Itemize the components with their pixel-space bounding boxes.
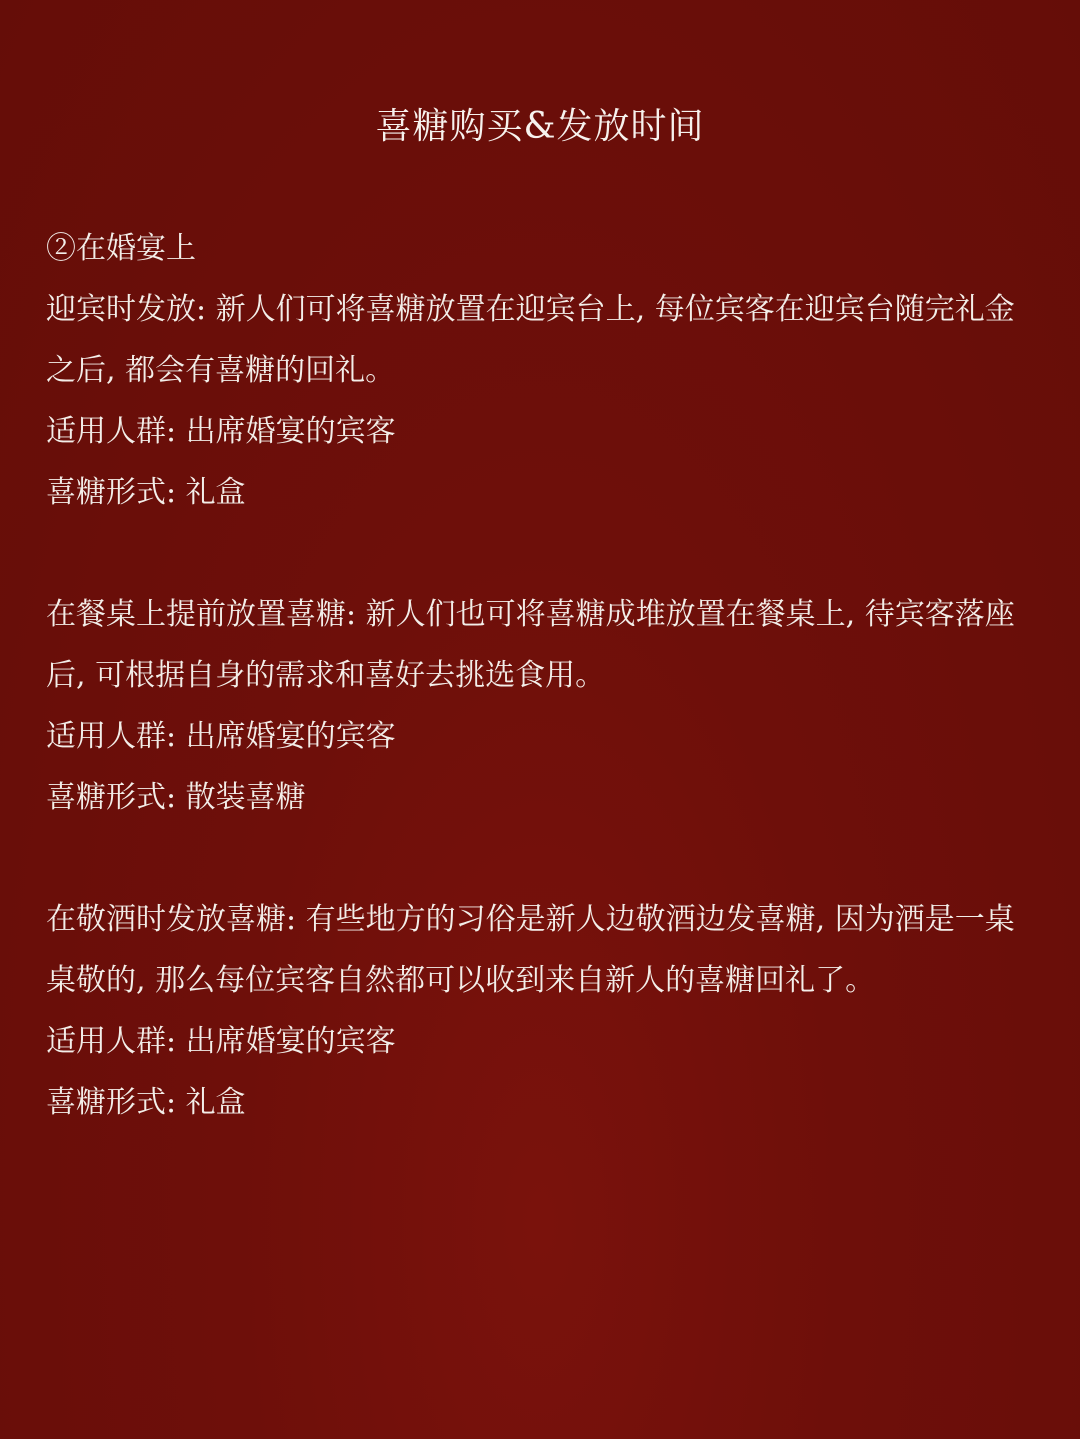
- distribution-block-table: [46, 584, 1015, 828]
- distribution-block-reception: [46, 279, 1015, 523]
- block-spacer: [46, 828, 1006, 889]
- block-description-line: 在餐桌上提前放置喜糖: 新人们也可将喜糖成堆放置在餐桌上, 待宾客落座: [46, 597, 1015, 632]
- block-audience: 适用人群: 出席婚宴的宾客: [46, 414, 396, 449]
- block-audience: 适用人群: 出席婚宴的宾客: [46, 719, 396, 754]
- block-form: 喜糖形式: 礼盒: [46, 1085, 246, 1120]
- block-description-line: 迎宾时发放: 新人们可将喜糖放置在迎宾台上, 每位宾客在迎宾台随完礼金: [46, 292, 1015, 327]
- block-description-line: 之后, 都会有喜糖的回礼。: [46, 353, 396, 388]
- block-form: 喜糖形式: 礼盒: [46, 475, 246, 510]
- article-body: [46, 218, 1015, 1133]
- block-form: 喜糖形式: 散装喜糖: [46, 780, 306, 815]
- distribution-block-toast: [46, 889, 1015, 1133]
- block-description-line: 后, 可根据自身的需求和喜好去挑选食用。: [46, 658, 606, 693]
- block-description-line: 在敬酒时发放喜糖: 有些地方的习俗是新人边敬酒边发喜糖, 因为酒是一桌: [46, 902, 1015, 937]
- block-spacer: [46, 523, 1006, 584]
- page-title: 喜糖购买&发放时间: [375, 106, 705, 147]
- section-heading: ②在婚宴上: [46, 231, 196, 266]
- block-description-line: 桌敬的, 那么每位宾客自然都可以收到来自新人的喜糖回礼了。: [46, 963, 876, 998]
- block-audience: 适用人群: 出席婚宴的宾客: [46, 1024, 396, 1059]
